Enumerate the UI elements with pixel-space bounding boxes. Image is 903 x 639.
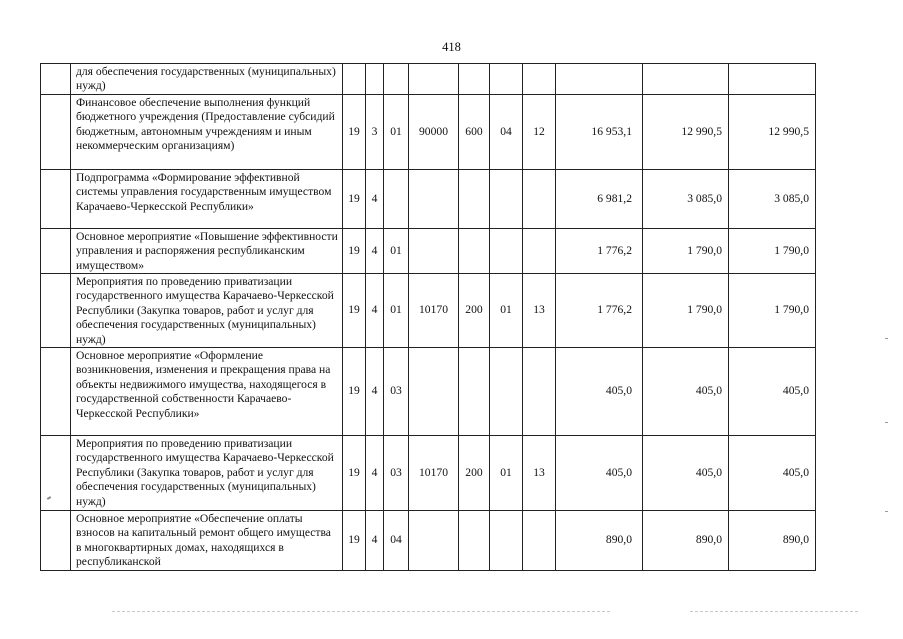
item-name-cell: Подпрограмма «Формирование эффективной системы управления государственным имуществом Карачаево-Черкесской Республики» xyxy=(71,169,343,228)
amount-cell: 3 085,0 xyxy=(729,169,816,228)
amount-cell: 6 981,2 xyxy=(556,169,643,228)
amount-cell: 405,0 xyxy=(643,436,729,511)
code-cell: 03 xyxy=(384,436,409,511)
table-row xyxy=(41,511,816,571)
index-cell xyxy=(41,64,71,95)
code-cell: 19 xyxy=(343,228,366,273)
item-name-cell: Мероприятия по проведению приватизации государственного имущества Карачаево-Черкесской Республики (Закупка товаров, работ и услуг для обеспечения государственных (муниципальных) нужд) xyxy=(71,436,343,511)
table-row xyxy=(41,169,816,228)
amount-cell: 405,0 xyxy=(556,436,643,511)
amount-cell: 3 085,0 xyxy=(643,169,729,228)
index-cell xyxy=(41,436,71,511)
amount-cell: 1 790,0 xyxy=(643,228,729,273)
code-cell xyxy=(409,348,459,436)
item-name-cell: Мероприятия по проведению приватизации государственного имущества Карачаево-Черкесской Республики (Закупка товаров, работ и услуг для обеспечения государственных (муниципальных) нужд) xyxy=(71,274,343,348)
code-cell: 13 xyxy=(523,274,556,348)
code-cell: 600 xyxy=(459,94,490,169)
code-cell: 01 xyxy=(490,274,523,348)
amount-cell: 890,0 xyxy=(643,511,729,571)
amount-cell: 405,0 xyxy=(729,348,816,436)
edge-tick xyxy=(885,511,888,512)
code-cell xyxy=(523,169,556,228)
code-cell xyxy=(343,64,366,95)
code-cell xyxy=(459,169,490,228)
code-cell xyxy=(490,511,523,571)
amount-cell: 16 953,1 xyxy=(556,94,643,169)
code-cell: 04 xyxy=(384,511,409,571)
code-cell: 01 xyxy=(490,436,523,511)
scan-line-left xyxy=(112,611,612,612)
amount-cell: 890,0 xyxy=(729,511,816,571)
index-cell xyxy=(41,511,71,571)
code-cell: 13 xyxy=(523,436,556,511)
code-cell: 19 xyxy=(343,348,366,436)
code-cell: 01 xyxy=(384,228,409,273)
table-row xyxy=(41,94,816,169)
code-cell: 4 xyxy=(366,228,384,273)
code-cell xyxy=(384,169,409,228)
code-cell xyxy=(490,169,523,228)
scan-line-right xyxy=(690,611,860,612)
item-name-cell: Основное мероприятие «Повышение эффективности управления и распоряжения республиканским имуществом» xyxy=(71,228,343,273)
code-cell xyxy=(523,348,556,436)
amount-cell: 1 790,0 xyxy=(729,228,816,273)
amount-cell xyxy=(643,64,729,95)
code-cell xyxy=(490,228,523,273)
code-cell: 01 xyxy=(384,274,409,348)
code-cell: 04 xyxy=(490,94,523,169)
code-cell: 19 xyxy=(343,94,366,169)
code-cell: 4 xyxy=(366,274,384,348)
code-cell xyxy=(523,511,556,571)
code-cell: 200 xyxy=(459,436,490,511)
table-row xyxy=(41,64,816,95)
page-number: 418 xyxy=(442,40,461,54)
code-cell: 19 xyxy=(343,436,366,511)
index-cell xyxy=(41,169,71,228)
code-cell: 200 xyxy=(459,274,490,348)
budget-table xyxy=(40,63,816,571)
amount-cell: 12 990,5 xyxy=(729,94,816,169)
amount-cell: 405,0 xyxy=(643,348,729,436)
code-cell: 90000 xyxy=(409,94,459,169)
code-cell xyxy=(459,348,490,436)
code-cell xyxy=(409,228,459,273)
code-cell xyxy=(409,169,459,228)
table-row xyxy=(41,228,816,273)
code-cell: 10170 xyxy=(409,436,459,511)
code-cell xyxy=(490,348,523,436)
amount-cell: 1 776,2 xyxy=(556,274,643,348)
item-name-cell: Финансовое обеспечение выполнения функций бюджетного учреждения (Предоставление субсидий бюджетным, автономным учреждениям и иным некоммерческим организациям) xyxy=(71,94,343,169)
code-cell xyxy=(409,511,459,571)
code-cell: 10170 xyxy=(409,274,459,348)
code-cell: 4 xyxy=(366,169,384,228)
code-cell xyxy=(459,64,490,95)
item-name-cell: Основное мероприятие «Оформление возникновения, изменения и прекращения права на объекты недвижимого имущества, находящегося в государственной собственности Карачаево-Черкесской Республики» xyxy=(71,348,343,436)
amount-cell: 890,0 xyxy=(556,511,643,571)
code-cell xyxy=(384,64,409,95)
code-cell: 03 xyxy=(384,348,409,436)
amount-cell xyxy=(729,64,816,95)
amount-cell: 1 790,0 xyxy=(643,274,729,348)
code-cell xyxy=(490,64,523,95)
edge-tick xyxy=(885,422,888,423)
code-cell xyxy=(523,64,556,95)
amount-cell: 1 776,2 xyxy=(556,228,643,273)
item-name-cell: для обеспечения государственных (муниципальных) нужд) xyxy=(71,64,343,95)
code-cell: 4 xyxy=(366,511,384,571)
edge-tick xyxy=(885,338,888,339)
code-cell: 12 xyxy=(523,94,556,169)
index-cell xyxy=(41,274,71,348)
code-cell xyxy=(523,228,556,273)
code-cell: 19 xyxy=(343,169,366,228)
code-cell: 4 xyxy=(366,436,384,511)
table-row xyxy=(41,274,816,348)
amount-cell: 405,0 xyxy=(729,436,816,511)
code-cell xyxy=(366,64,384,95)
code-cell: 3 xyxy=(366,94,384,169)
code-cell xyxy=(459,511,490,571)
index-cell xyxy=(41,94,71,169)
table-row xyxy=(41,348,816,436)
item-name-cell: Основное мероприятие «Обеспечение оплаты взносов на капитальный ремонт общего имущества в многоквартирных домах, находящихся в республиканской xyxy=(71,511,343,571)
code-cell: 19 xyxy=(343,511,366,571)
amount-cell: 1 790,0 xyxy=(729,274,816,348)
code-cell: 01 xyxy=(384,94,409,169)
index-cell xyxy=(41,348,71,436)
amount-cell xyxy=(556,64,643,95)
code-cell: 4 xyxy=(366,348,384,436)
amount-cell: 405,0 xyxy=(556,348,643,436)
table-body xyxy=(41,64,816,571)
code-cell xyxy=(409,64,459,95)
table-row xyxy=(41,436,816,511)
code-cell: 19 xyxy=(343,274,366,348)
index-cell xyxy=(41,228,71,273)
amount-cell: 12 990,5 xyxy=(643,94,729,169)
code-cell xyxy=(459,228,490,273)
